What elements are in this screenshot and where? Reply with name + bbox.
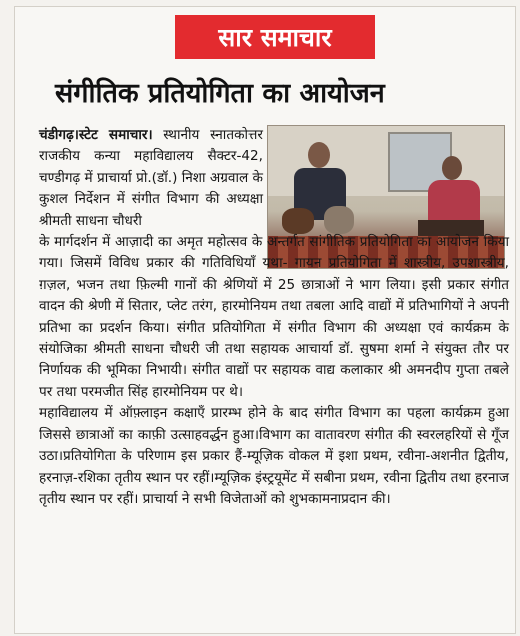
news-clipping (14, 6, 516, 634)
article-intro (39, 125, 263, 232)
article-paragraph-2: महाविद्यालय में ऑफ़्लाइन कक्षाएँ प्रारम्भ होने के बाद संगीत विभाग का पहला कार्यक्रम हुआ जिससे छात्राओं का काफ़ी उत्साहवर्द्धन हुआ।विभाग का वातावरण संगीत की स्वरलहरियों से गूँज उठा।प्रतियोगिता के परिणाम इस प्रकार हैं-म्यूज़िक वोकल में इशा प्रथम, रवीना-अशनीत द्वितीय, हरनाज़-रशिका तृतीय स्थान पर रहीं।म्यूज़िक इंस्ट्रयूमेंट में सबीना प्रथम, रवीना द्वितीय तथा हरनाज तृतीय स्थान पर रहीं। प्राचार्या ने सभी विजेताओं को शुभकामनाप्रदान की। (39, 405, 509, 507)
article-paragraph-1: के मार्गदर्शन में आज़ादी का अमृत महोत्सव के अन्तर्गत सांगीतिक प्रतियोगिता का आयोजन किया गया। जिसमें विविध प्रकार की गतिविधियाँ यथा- गायन प्रतियोगिता में शास्त्रीय, उपशास्त्रीय, ग़ज़ल, भजन तथा फ़िल्मी गानों की श्रेणियों में 25 छात्राओं ने भाग लिया। इसी प्रकार संगीत वादन की श्रेणी में सितार, प्लेट तरंग, हारमोनियम तथा तबला आदि वाद्यों में प्रतिभागियों ने अपनी प्रतिभा का प्रदर्शन किया। संगीत प्रतियोगिता में संगीत विभाग की अध्यक्षा एवं कार्यक्रम के संयोजिका श्रीमती साधना चौधरी जी तथा सहायक आचार्या डॉ. सुषमा शर्मा ने संयुक्त तौर पर निर्णायक की भूमिका निभायी। संगीत वाद्यों पर सहायक वाद्य कलाकार श्री अमनदीप गुप्ता तबले पर तथा परमजीत सिंह हारमोनियम पर थे। (39, 234, 509, 400)
article-body (39, 125, 509, 510)
article-headline: संगीतिक प्रतियोगिता का आयोजन (55, 78, 385, 109)
dateline: चंडीगढ़।स्टेट समाचार। (39, 127, 153, 143)
section-banner: सार समाचार (175, 15, 375, 59)
article-text-narrow: स्थानीय स्नातकोत्तर राजकीय कन्या महाविद्यालय सैक्टर-42, चण्डीगढ़ में प्राचार्या प्रो.(डॉ.) निशा अग्रवाल के कुशल निर्देशन में संगीत विभाग की अध्यक्षा श्रीमती साधना चौधरी (39, 127, 263, 229)
